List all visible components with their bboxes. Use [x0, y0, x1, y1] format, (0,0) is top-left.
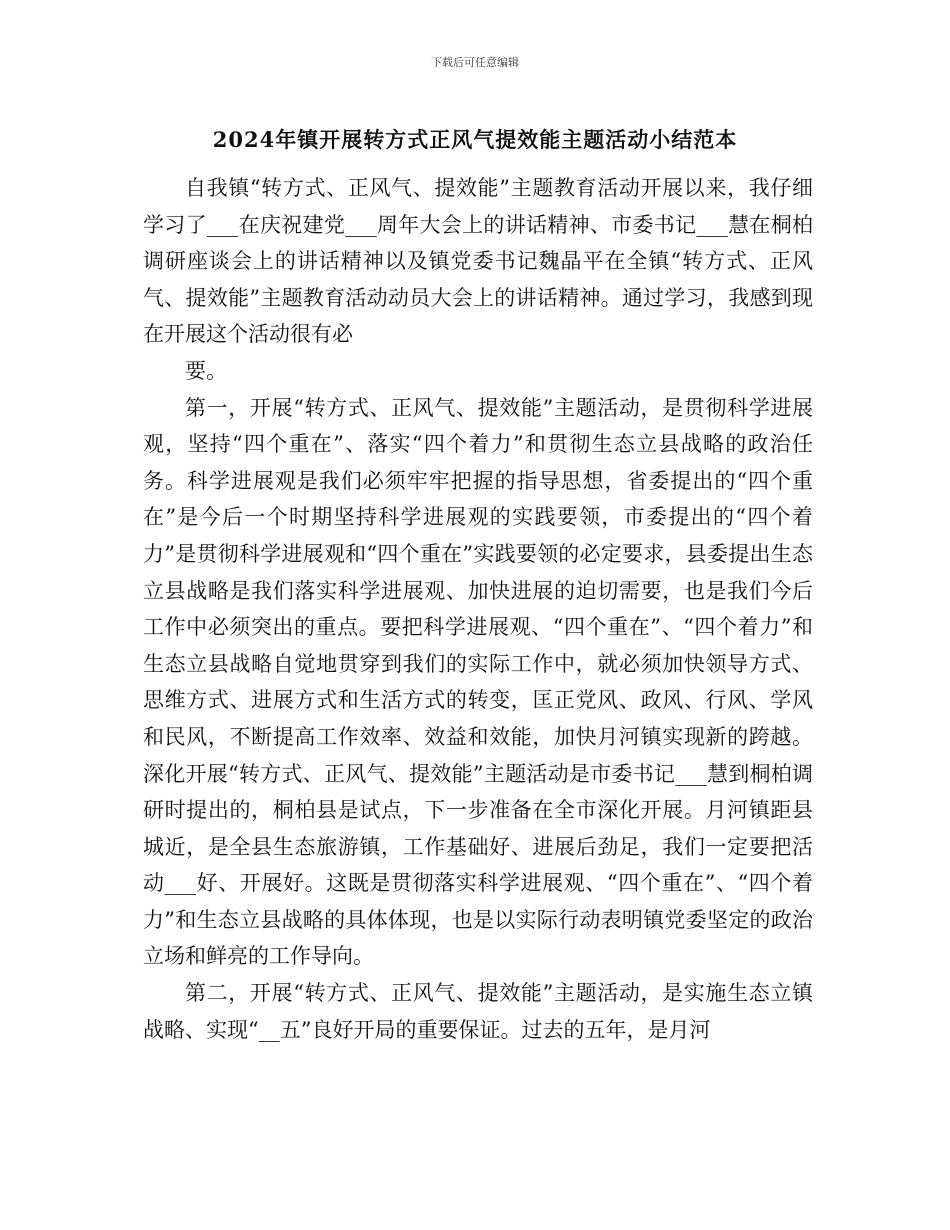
- paragraph-second-point: 第二，开展“转方式、正风气、提效能”主题活动，是实施生态立镇战略、实现“__五”良好开局的重要保证。过去的五年，是月河: [143, 981, 813, 1042]
- document-title: 2024年镇开展转方式正风气提效能主题活动小结范本: [212, 127, 738, 152]
- header-note: 下载后可任意编辑: [431, 56, 519, 69]
- paragraph-first-point: 第一，开展“转方式、正风气、提效能”主题活动，是贯彻科学进展观，坚持“四个重在”、落实“四个着力”和贯彻生态立县战略的政治任务。科学进展观是我们必须牢牢把握的指导思想，省委提出的“四个重在”是今后一个时期坚持科学进展观的实践要领，市委提出的“四个着力”是贯彻科学进展观和“四个重在”实践要领的必定要求，县委提出生态立县战略是我们落实科学进展观、加快进展的迫切需要，也是我们今后工作中必须突出的重点。要把科学进展观、“四个重在”、“四个着力”和生态立县战略自觉地贯穿到我们的实际工作中，就必须加快领导方式、思维方式、进展方式和生活方式的转变，匡正党风、政风、行风、学风和民风，不断提高工作效率、效益和效能，加快月河镇实现新的跨越。深化开展“转方式、正风气、提效能”主题活动是市委书记___慧到桐柏调研时提出的，桐柏县是试点，下一步准备在全市深化开展。月河镇距县城近，是全县生态旅游镇，工作基础好、进展后劲足，我们一定要把活动___好、开展好。这既是贯彻落实科学进展观、“四个重在”、“四个着力”和生态立县战略的具体体现，也是以实际行动表明镇党委坚定的政治立场和鲜亮的工作导向。: [143, 395, 813, 969]
- paragraph-intro-continued: 要。: [185, 358, 227, 383]
- document-body: [143, 170, 813, 1048]
- paragraph-intro: 自我镇“转方式、正风气、提效能”主题教育活动开展以来，我仔细学习了___在庆祝建党___周年大会上的讲话精神、市委书记___慧在桐柏调研座谈会上的讲话精神以及镇党委书记魏晶平在全镇“转方式、正风气、提效能”主题教育活动动员大会上的讲话精神。通过学习，我感到现在开展这个活动很有必: [143, 176, 813, 347]
